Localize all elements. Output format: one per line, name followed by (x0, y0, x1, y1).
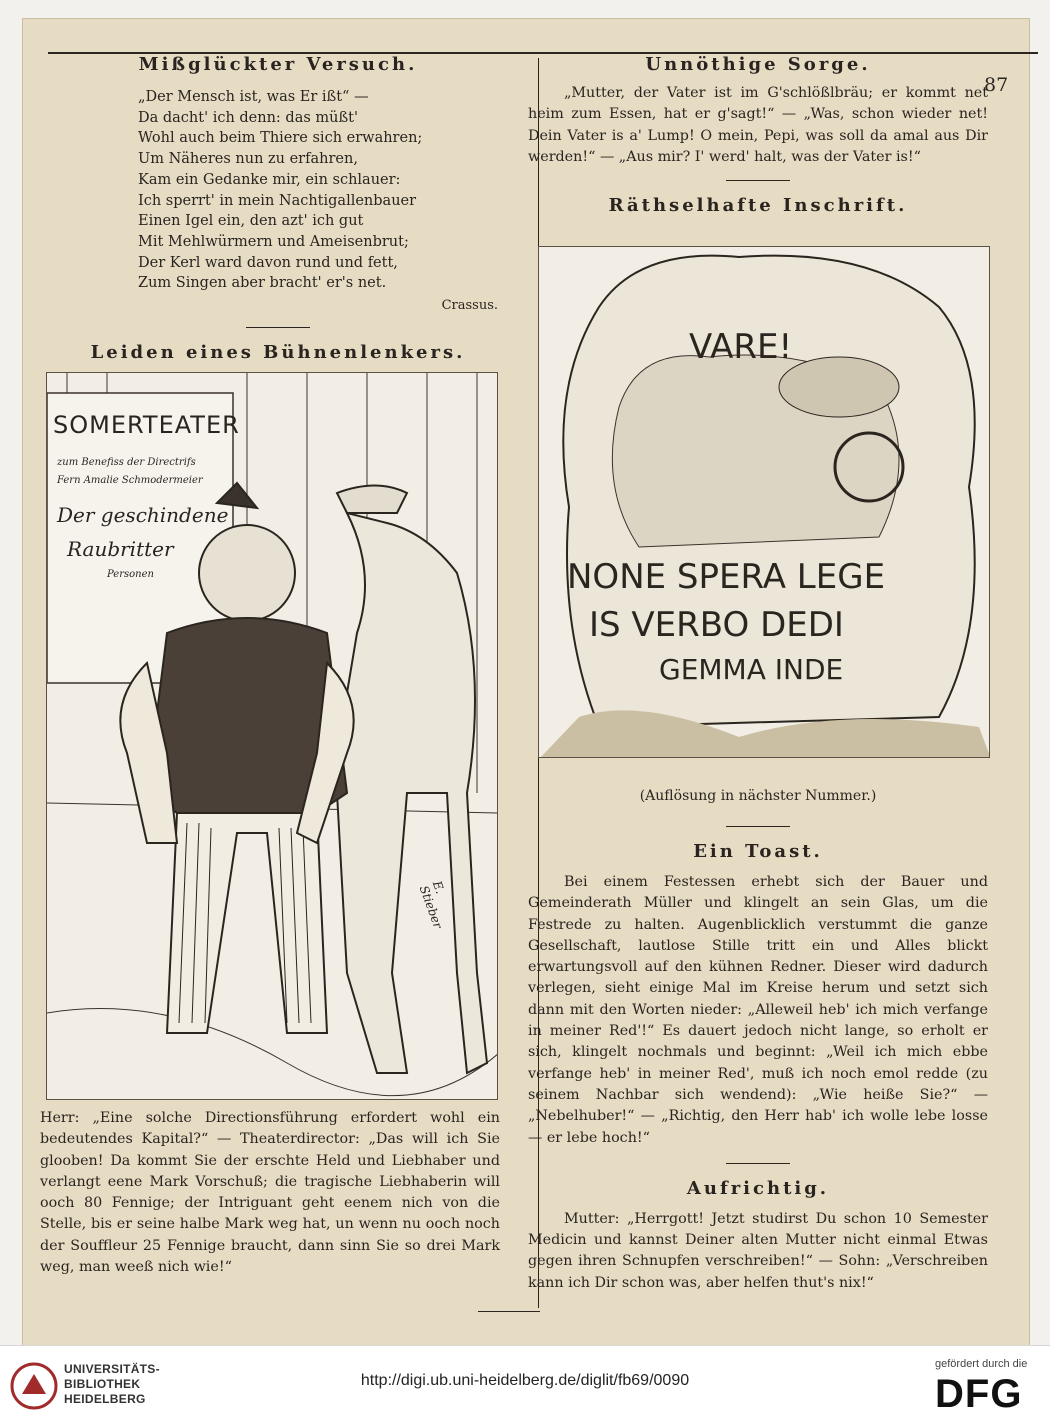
library-name-line: UNIVERSITÄTS- (64, 1362, 160, 1376)
cartoon-title: Leiden eines Bühnenlenkers. (90, 342, 466, 364)
bottom-rule (478, 1311, 540, 1312)
poster-cast: Personen (107, 569, 154, 580)
section-divider (726, 180, 790, 181)
poem-line: Der Kerl ward davon rund und fett, (138, 254, 398, 271)
sorge-section (528, 54, 988, 216)
poem-title: Mißglückter Versuch. (138, 54, 418, 75)
poster-title: SOMERTEATER (53, 411, 240, 439)
inschrift-title: Räthselhafte Inschrift. (608, 195, 908, 217)
poem-line: Kam ein Gedanke mir, ein schlauer: (138, 171, 401, 188)
page-number: 87 (984, 74, 1009, 96)
poem-line: Um Näheres nun zu erfahren, (138, 151, 358, 168)
poster-line: Fern Amalie Schmodermeier (57, 475, 203, 486)
library-name-line: BIBLIOTHEK (64, 1377, 141, 1391)
poem-line: Einen Igel ein, den azt' ich gut (138, 213, 364, 230)
sorge-text: „Mutter, der Vater ist im G'schlößlbräu; er kommt net heim zum Essen, hat er g'sagt!“ — „Was, schon wieder net! Dein Vater is a' Lump! O mein, Pepi, was soll da amal aus Dir werden!“ — „Aus mir? I' werd' halt, was der Vater is!“ (528, 85, 988, 165)
aufrichtig-text: Mutter: „Herrgott! Jetzt studirst Du schon 10 Semester Medicin und kannst Deiner alten Mutter nicht einmal Etwas gegen ihren Schnupfen verschreiben!“ — Sohn: „Verschreiben kann ich Dir schon was, aber helfen thut's nix!“ (528, 1210, 988, 1291)
poem-line: „Der Mensch ist, was Er ißt“ — (138, 89, 369, 105)
theatre-cartoon-illustration (46, 372, 498, 1100)
toast-title: Ein Toast. (693, 841, 823, 862)
riddle-stone-illustration (538, 246, 990, 758)
poem-verses (138, 87, 468, 294)
stone-inscription-line: GEMMA INDE (659, 653, 844, 686)
toast-text: Bei einem Festessen erhebt sich der Bauer und Gemeinderath Müller und klingelt an sein Glas, um die Festrede zu halten. Augenblicklich verstummt die ganze Gesellschaft, lautlose Stille tritt ein und Alles blickt erwartungsvoll auf den kühnen Redner. Dieser wird dadurch verlegen, sieht einige Mal im Kreise herum und setzt sich dann mit den Worten nieder: „Alleweil heb' ich mich verfange in meiner Red'!“ Es dauert jedoch nicht lange, so erholt er sich, klingelt nochmals und beginnt: „Weil ich mich ebbe verfange heb' in meiner Red', muß ich noch emol redde (zu seinem Nachbar sich wendend): „Wie heiße Sie?“ — „Nebelhuber!“ — „Richtig, den Herr hab' ich wolle lebe losse — er lebe hoch!“ (528, 874, 988, 1146)
poster-line: zum Benefiss der Directrifs (57, 457, 196, 468)
poster-play-title: Raubritter (67, 537, 174, 561)
stone-inscription-top: VARE! (689, 327, 793, 367)
poem-line: Wohl auch beim Thiere sich erwahren; (138, 130, 423, 147)
poster-play-title: Der geschindene (57, 503, 229, 527)
page-url-link[interactable]: http://digi.ub.uni-heidelberg.de/diglit/fb69/0090 (360, 1372, 690, 1389)
cartoon-caption: Herr: „Eine solche Directionsführung erfordert wohl ein bedeutendes Kapital?“ — Theaterdirector: „Das will ich Sie glooben! Da kommt Sie der erschte Held und Liebhaber und verlangt eene Mark Vorschuß; die tragische Liebhaberin will ooch 80 Fennige; der Intriguant geht eenem nich von die Stelle, bis er seine halbe Mark weg hat, un wenn nu ooch noch der Souffleur 25 Fennige braucht, dann sinn Sie so drei Mark weg, man weeß nich wie!“ (40, 1110, 500, 1276)
stone-inscription-line: NONE SPERA LEGE (567, 557, 886, 597)
stone-inscription-line: IS VERBO DEDI (589, 605, 844, 645)
poem-line: Mit Mehlwürmern und Ameisenbrut; (138, 233, 409, 250)
section-divider (246, 327, 310, 328)
aufrichtig-title: Aufrichtig. (686, 1177, 830, 1199)
library-name-line: HEIDELBERG (64, 1392, 146, 1406)
poem-line: Da dacht' ich denn: das müßt' (138, 109, 358, 126)
poem-line: Zum Singen aber bracht' er's net. (138, 275, 387, 292)
poem-section (48, 54, 508, 363)
riddle-caption-section (528, 788, 988, 1294)
poem-author: Crassus. (441, 298, 498, 314)
viewer-footer (0, 1345, 1050, 1423)
funded-by-label: gefördert durch die (935, 1358, 1028, 1370)
section-divider (726, 826, 790, 827)
sorge-title: Unnöthige Sorge. (645, 54, 871, 75)
artist-signature: E. Stieber (416, 879, 448, 931)
riddle-caption: (Auflösung in nächster Nummer.) (639, 788, 877, 804)
poem-line: Ich sperrt' in mein Nachtigallenbauer (138, 192, 417, 209)
section-divider (726, 1163, 790, 1164)
dfg-logo: DFG (935, 1372, 1023, 1416)
